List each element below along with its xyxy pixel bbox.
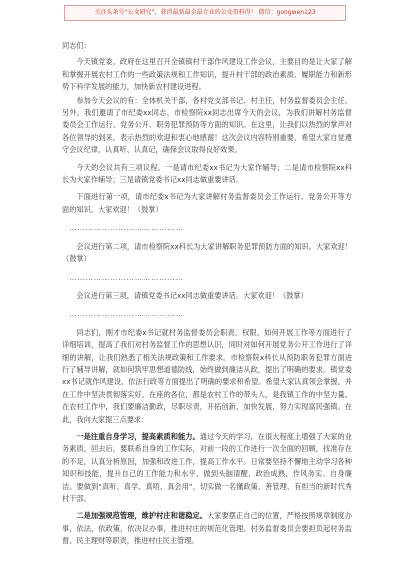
agenda-item-3: 会议进行第三项，请镇党委书记xx同志做重要讲话。大家欢迎！（鼓掌） <box>76 290 308 300</box>
speech-body <box>62 40 352 549</box>
requirement-1 <box>62 431 352 505</box>
greeting: 同志们： <box>62 41 91 50</box>
agenda-item-1: 下面进行第一项，请市纪委x书记为大家讲解村务监督委员会工作运行、党务公开等方面的知识。大家欢迎！（鼓掌） <box>62 192 352 214</box>
separator-dots: …………………………………… <box>69 223 184 233</box>
requirement-2-title: 二是加强规范管理，维护村庄和谐稳定。 <box>76 511 207 521</box>
paragraph-agenda: 今天的会议共有三项议程。一是请市纪委xx书记为大家作辅导；二是请市检察院xx科长为大家作辅导；三是请镇党委书记xx同志做重要讲话。 <box>62 162 352 185</box>
requirement-2-body: 大家要摆正自己的位置，严格按照规章制度办事，依法、依政策、依决议办事，推进村庄的规范化管理。村务监督委员会要担负起村务监督、民主理财等职责，推进村庄民主管理。 <box>62 511 352 546</box>
requirement-1-title: 一是注重自身学习，提高素质和能力。 <box>76 431 200 441</box>
requirement-1-body: 通过今天的学习，在很大程度上增强了大家的业务素质，回去后，要联系自身的工作实际，对前一段的工作进行一次全面的回顾，找准存在的不足，认真分析原因，加强和改进工作，提高工作水平。日常要坚持不懈地主动学习各种知识和技能，提升自己的工作能力和水平，做到头脑清醒、政治成熟、作风务实、自身廉洁。要做到“真听、真学、真唔、真会用”，切实做一名懂政策、善管理、有担当的新时代秀村干部。 <box>62 431 352 503</box>
separator-dots: …………………………………… <box>69 272 184 282</box>
paragraph-intro: 今天镇党委、政府在这里召开全镇镇村干部作风建设工作会议，主要目的是让大家了解和掌握开展农村工作的一些政策法规和工作知识，提升村干部的政治素质、履职能力和新形势下科学发展的能力，加快新农村建设进程。 <box>62 57 352 92</box>
separator-dots: …………………………………… <box>69 309 184 319</box>
agenda-item-2: 会议进行第二项，请市检察院xx科长为大家讲解职务犯罪预防方面的知识。大家欢迎！（鼓掌） <box>62 241 352 264</box>
header-banner: 关注头条号“公文研究”，获得最新最全最专业的公文资料得！ 微信：gongwen123 <box>64 5 346 21</box>
paragraph-summary: 同志们，刚才市纪委x书记就村务监督委员会职责、权限、如何开展工作等方面进行了详细培训，提高了我们对村务监督工作的思想认识，同时对如何开展党务公开工作进行了详细的讲解，让我们熟悉了相关法规政策和工作要求。市检察院x科长从预防职务犯罪方面进行了辅导讲解，就如何筑牢思想道德防线，始终做到廉洁从政，提出了明确的要求。镇党委xx书记就作风建设、依法行政等方面提出了明确的要求和希望。希望大家认真领会掌握，并在工作中坚决贯彻落实好。在座的各位，都是农村工作的带头人，是我镇工作的中坚力量。在农村工作中，我们要廉洁勤政，尽职尽责，开拓创新，加快发展，努力实现富民强镇。在此，我向大家提三点要求： <box>62 327 352 424</box>
requirement-2 <box>62 510 352 547</box>
paragraph-attendees: 参加今天会议的有：全体机关干部，各村党支部书记、村主任，村务监督委员会主任。另外，我们邀请了市纪委xx同志、市检察院xx同志出席今天的会议，为我们讲解村务监督委员会工作运行、党务公开、职务犯罪预防等方面的知识。在这里，让我们以热烈的掌声对各位领导的到来，表示热烈的欢迎和衷心地感谢！这次会议内容特别重要，希望大家自觉遵守会议纪律，认真听、认真记，确保会议取得良好效果。 <box>62 95 352 155</box>
